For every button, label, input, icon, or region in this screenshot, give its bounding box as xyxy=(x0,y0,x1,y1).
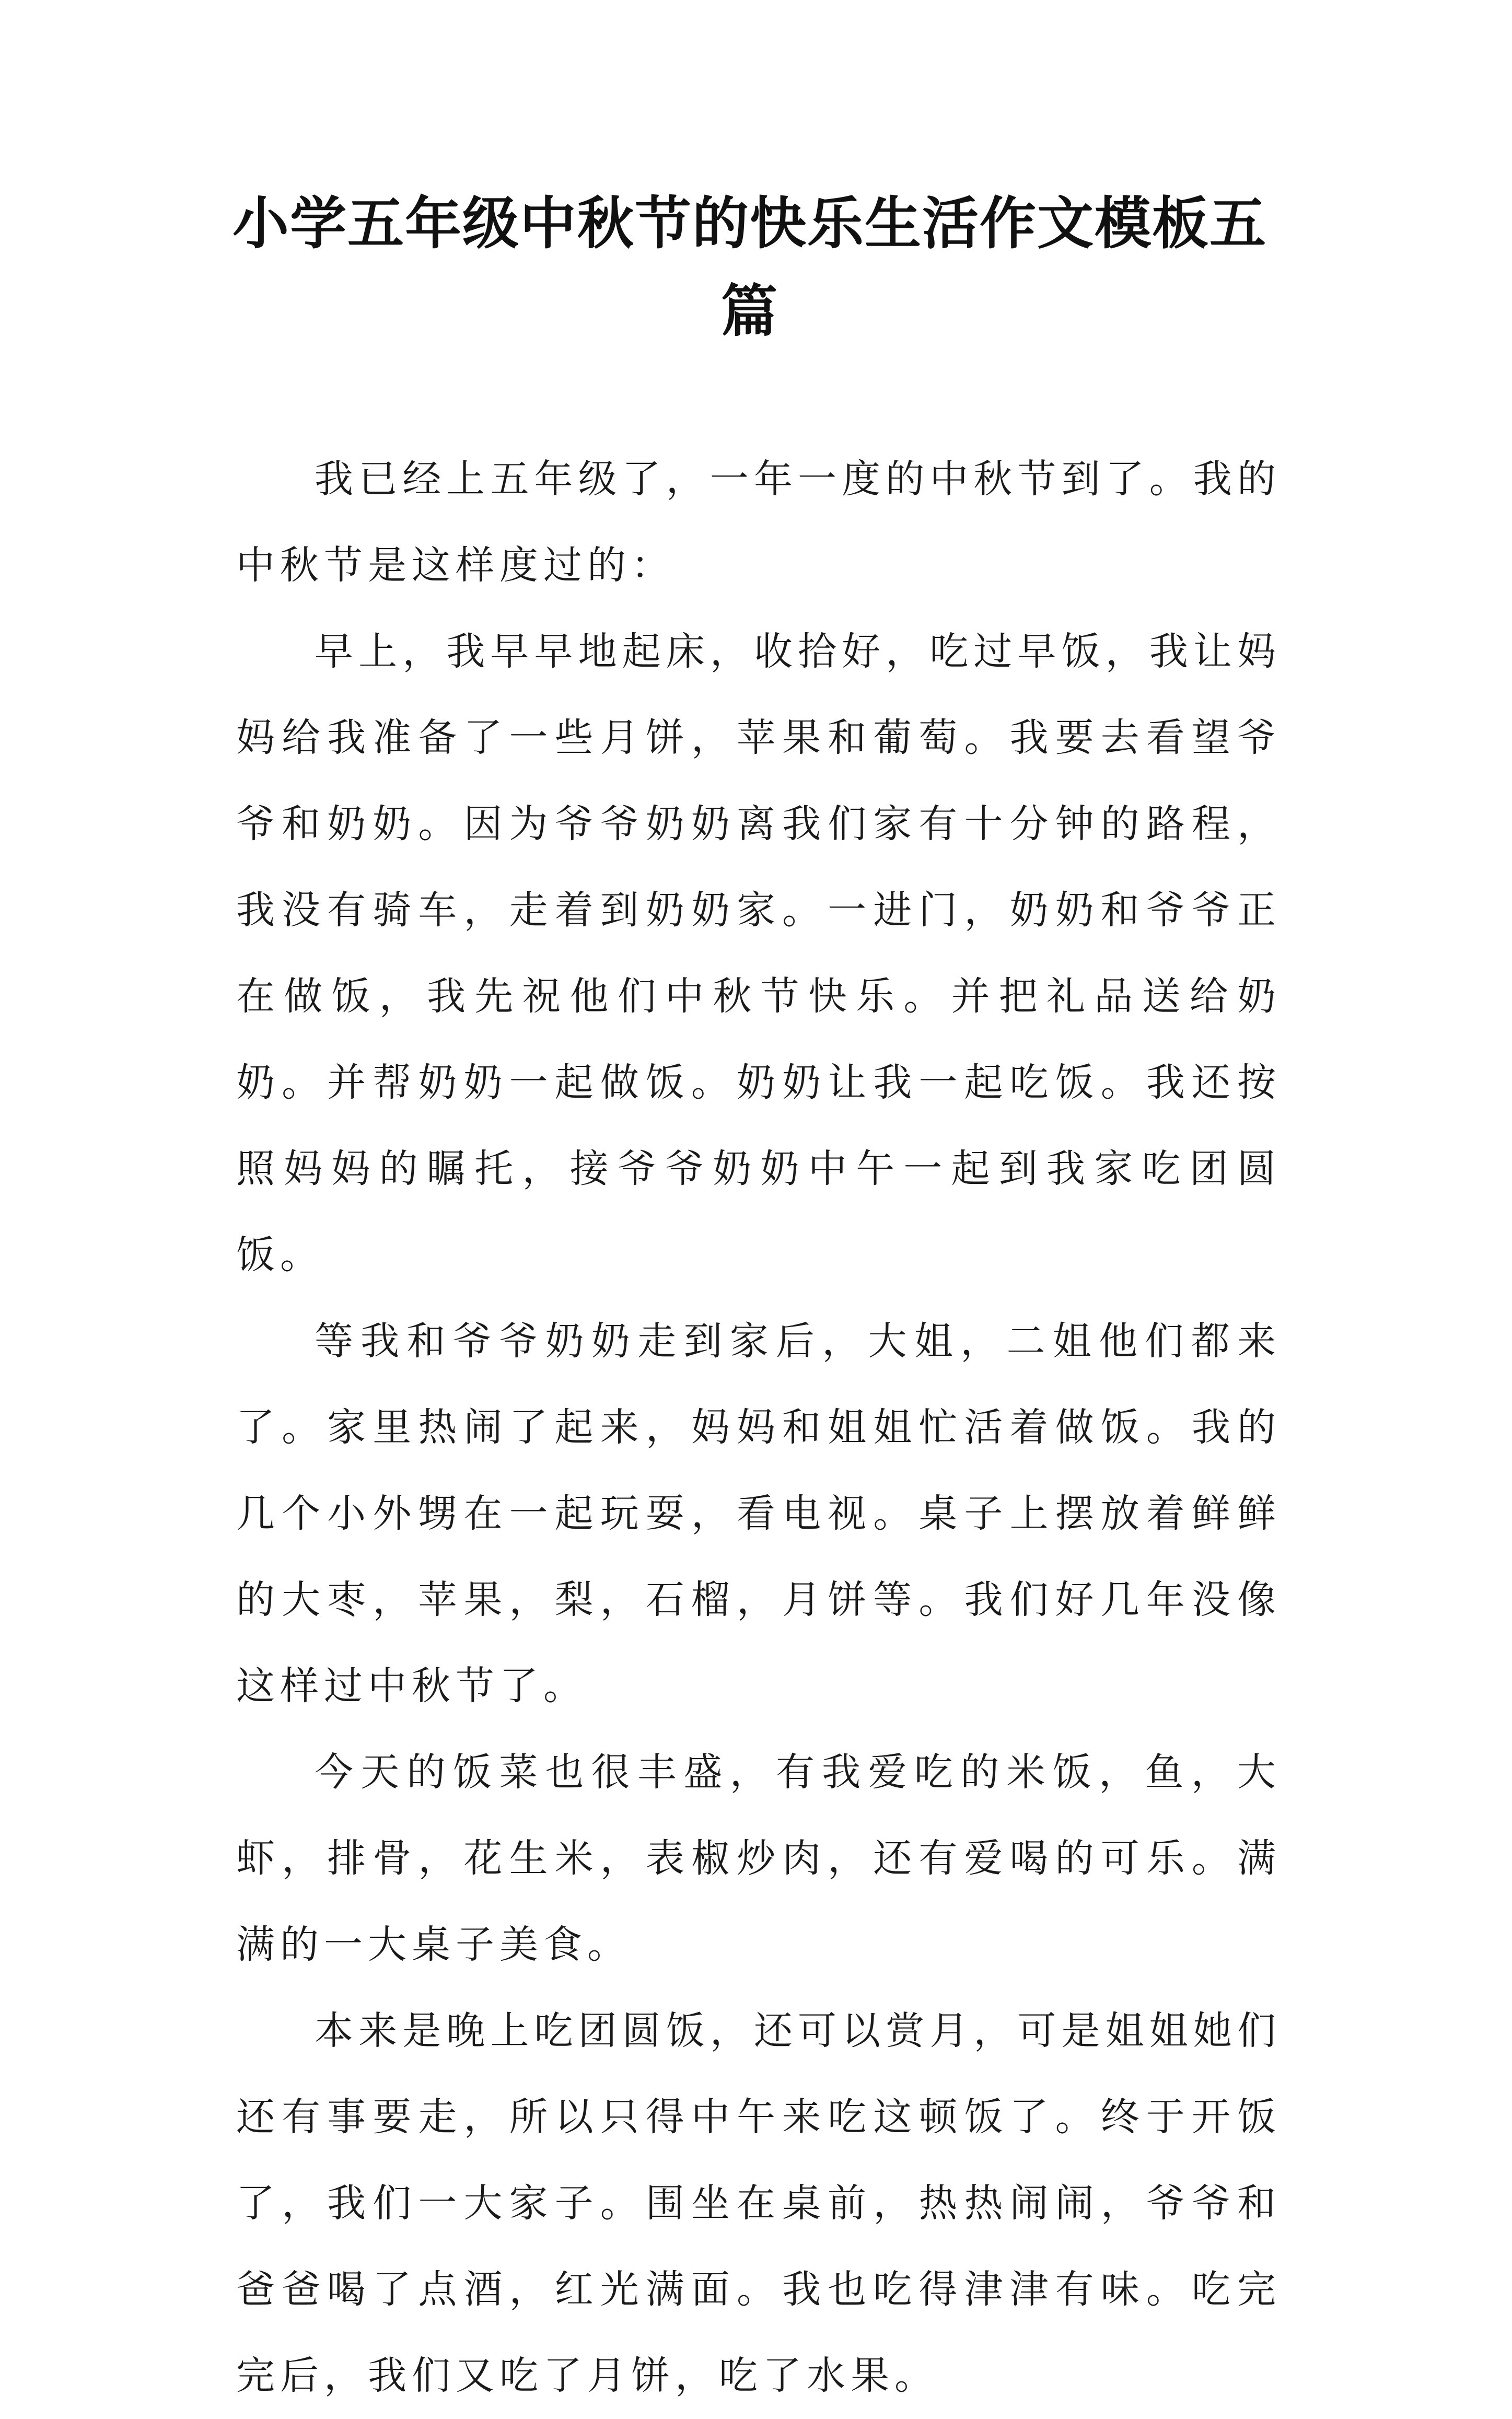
paragraph-2: 早上，我早早地起床，收拾好，吃过早饭，我让妈妈给我准备了一些月饼，苹果和葡萄。我要去看望爷爷和奶奶。因为爷爷奶奶离我们家有十分钟的路程，我没有骑车，走着到奶奶家。一进门，奶奶和爷爷正在做饭，我先祝他们中秋节快乐。并把礼品送给奶奶。并帮奶奶一起做饭。奶奶让我一起吃饭。我还按照妈妈的瞩托，接爷爷奶奶中午一起到我家吃团圆饭。 xyxy=(236,629,1281,1277)
paragraph-1: 我已经上五年级了，一年一度的中秋节到了。我的中秋节是这样度过的： xyxy=(236,457,1281,588)
paragraph-3: 等我和爷爷奶奶走到家后，大姐，二姐他们都来了。家里热闹了起来，妈妈和姐姐忙活着做饭。我的几个小外甥在一起玩耍，看电视。桌子上摆放着鲜鲜的大枣，苹果，梨，石榴，月饼等。我们好几年没像这样过中秋节了。 xyxy=(236,1319,1281,1708)
paragraph-5: 本来是晚上吃团圆饭，还可以赏月，可是姐姐她们还有事要走，所以只得中午来吃这顿饭了。终于开饭了，我们一大家子。围坐在桌前，热热闹闹，爷爷和爸爸喝了点酒，红光满面。我也吃得津津有味。吃完完后，我们又吃了月饼，吃了水果。 xyxy=(236,2008,1281,2398)
paragraph-4: 今天的饭菜也很丰盛，有我爱吃的米饭，鱼，大虾，排骨，花生米，表椒炒肉，还有爱喝的可乐。满满的一大桌子美食。 xyxy=(236,1750,1281,1967)
document-body xyxy=(236,436,1281,2419)
document-title: 小学五年级中秋节的快乐生活作文模板五篇 xyxy=(232,191,1267,344)
